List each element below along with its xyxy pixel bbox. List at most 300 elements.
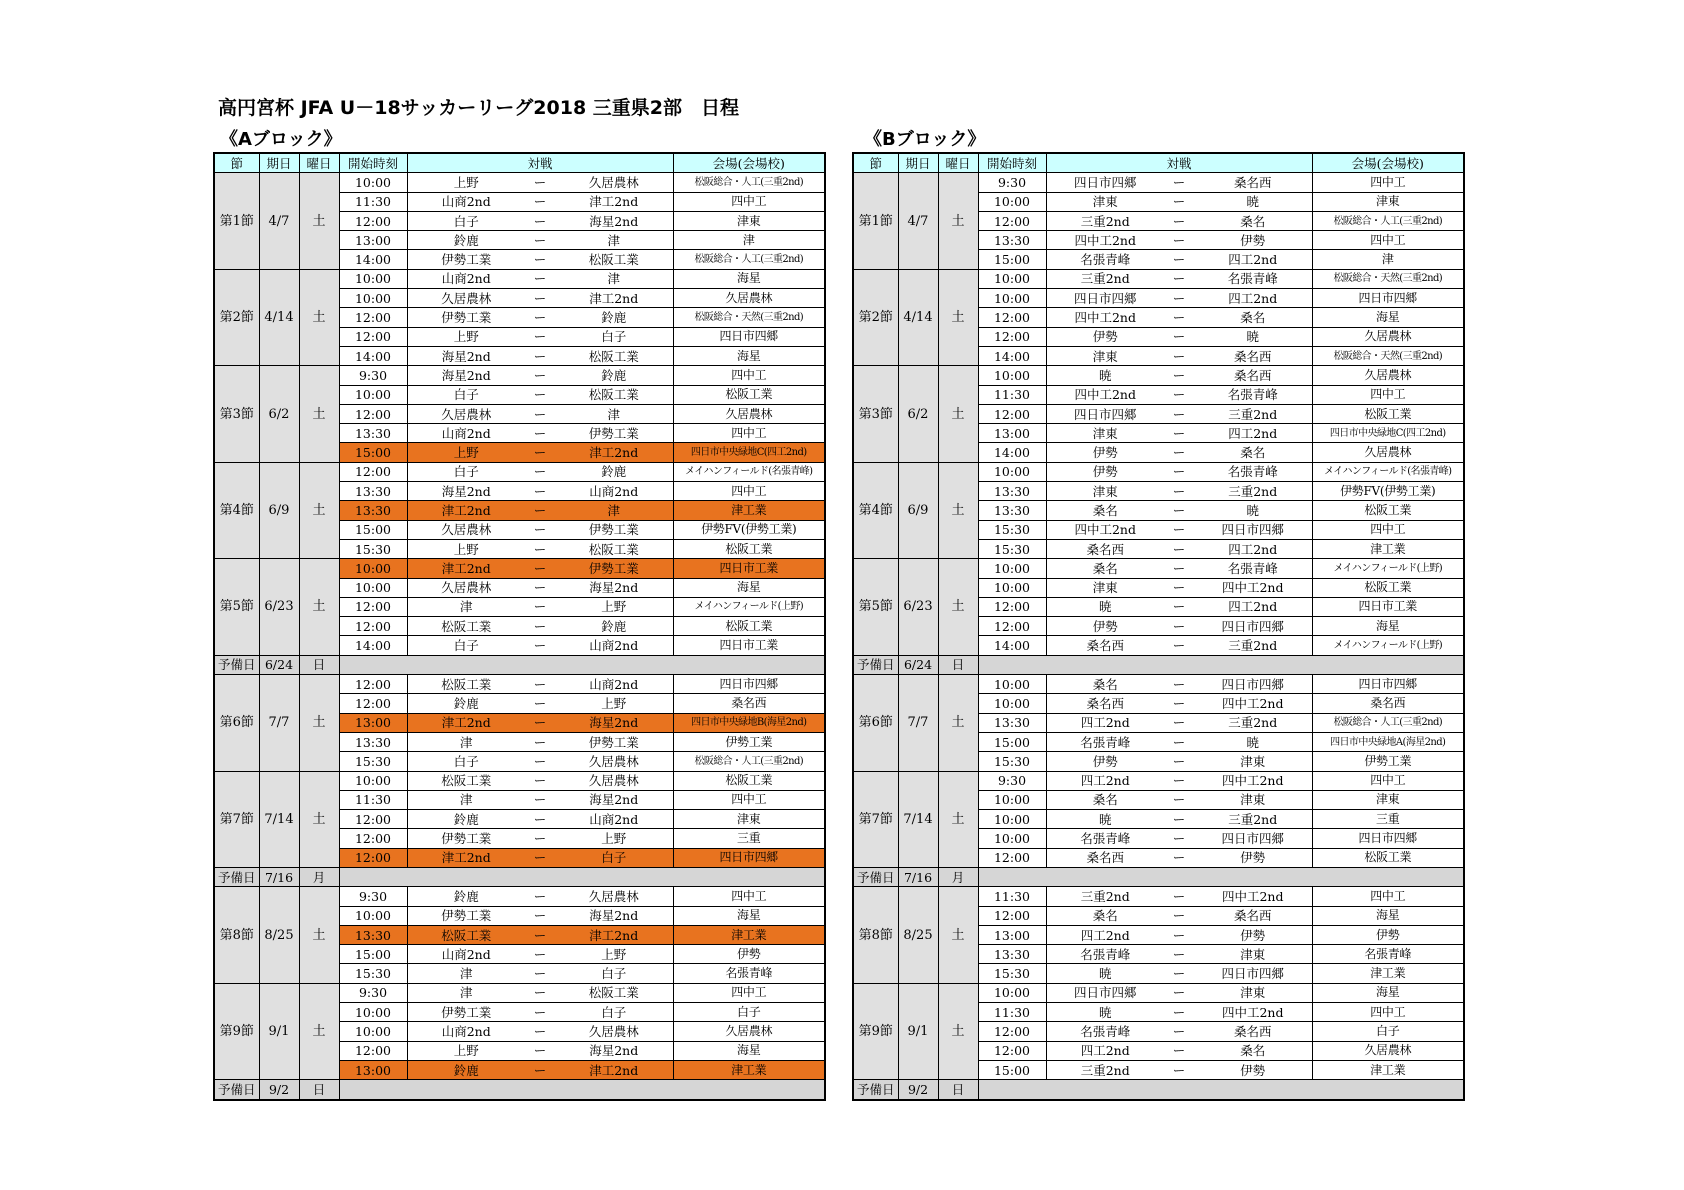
kickoff-time: 10:00 — [978, 462, 1046, 481]
venue: 四中工 — [673, 366, 825, 385]
round-date: 8/25 — [259, 887, 299, 983]
reserve-day-fill — [978, 655, 1464, 674]
kickoff-time: 12:00 — [339, 211, 407, 230]
away-team: 津東 — [1194, 790, 1312, 809]
reserve-day-date: 9/2 — [259, 1080, 299, 1100]
versus-dash: ー — [525, 983, 555, 1002]
reserve-day-fill — [978, 1080, 1464, 1100]
kickoff-time: 15:30 — [978, 964, 1046, 983]
reserve-day-label: 予備日 — [214, 1080, 259, 1100]
venue: 海星 — [673, 906, 825, 925]
kickoff-time: 12:00 — [339, 617, 407, 636]
kickoff-time: 12:00 — [978, 308, 1046, 327]
versus-dash: ー — [525, 675, 555, 694]
block-a-schedule-table — [213, 152, 826, 1101]
round-date: 7/7 — [259, 675, 299, 771]
match-row — [214, 983, 825, 1002]
venue: 四日市四郷 — [1312, 829, 1464, 848]
away-team: 鈴鹿 — [555, 462, 673, 481]
venue: 四中工 — [1312, 520, 1464, 539]
versus-dash: ー — [525, 211, 555, 230]
away-team: 桑名 — [1194, 308, 1312, 327]
round-weekday: 土 — [299, 269, 339, 365]
versus-dash: ー — [1164, 520, 1194, 539]
versus-dash: ー — [1164, 385, 1194, 404]
away-team: 白子 — [555, 964, 673, 983]
round-date: 6/9 — [898, 462, 938, 558]
venue: 海星 — [1312, 906, 1464, 925]
away-team: 桑名西 — [1194, 173, 1312, 192]
venue: 白子 — [673, 1003, 825, 1022]
home-team: 桑名 — [1046, 559, 1164, 578]
home-team: 暁 — [1046, 1003, 1164, 1022]
kickoff-time: 10:00 — [978, 694, 1046, 713]
venue: 四中工 — [1312, 231, 1464, 250]
page-title: 高円宮杯 JFA U－18サッカーリーグ2018 三重県2部 日程 — [218, 97, 740, 119]
home-team: 海星2nd — [407, 482, 525, 501]
versus-dash: ー — [525, 482, 555, 501]
venue: 四中工 — [1312, 173, 1464, 192]
kickoff-time: 15:00 — [339, 945, 407, 964]
home-team: 山商2nd — [407, 1022, 525, 1041]
match-row — [853, 771, 1464, 790]
kickoff-time: 12:00 — [339, 848, 407, 867]
kickoff-time: 12:00 — [339, 308, 407, 327]
reserve-day-fill — [339, 1080, 825, 1100]
versus-dash: ー — [1164, 173, 1194, 192]
kickoff-time: 9:30 — [339, 887, 407, 906]
away-team: 四日市四郷 — [1194, 829, 1312, 848]
round-weekday: 土 — [938, 983, 978, 1079]
venue: 津工業 — [1312, 964, 1464, 983]
venue: 松阪工業 — [673, 539, 825, 558]
home-team: 四日市四郷 — [1046, 289, 1164, 308]
versus-dash: ー — [525, 404, 555, 423]
away-team: 山商2nd — [555, 636, 673, 655]
match-row — [853, 675, 1464, 694]
away-team: 山商2nd — [555, 675, 673, 694]
home-team: 桑名西 — [1046, 539, 1164, 558]
versus-dash: ー — [525, 1060, 555, 1079]
away-team: 名張青峰 — [1194, 385, 1312, 404]
venue: 四中工 — [673, 482, 825, 501]
kickoff-time: 10:00 — [339, 906, 407, 925]
venue: 伊勢 — [1312, 925, 1464, 944]
away-team: 暁 — [1194, 732, 1312, 751]
home-team: 津東 — [1046, 424, 1164, 443]
round-date: 7/14 — [259, 771, 299, 867]
away-team: 上野 — [555, 694, 673, 713]
round-weekday: 土 — [299, 173, 339, 269]
home-team: 久居農林 — [407, 289, 525, 308]
versus-dash: ー — [525, 771, 555, 790]
away-team: 久居農林 — [555, 1022, 673, 1041]
round-date: 6/9 — [259, 462, 299, 558]
round-weekday: 土 — [938, 462, 978, 558]
versus-dash: ー — [525, 424, 555, 443]
match-row — [214, 269, 825, 288]
away-team: 津工2nd — [555, 192, 673, 211]
home-team: 桑名 — [1046, 501, 1164, 520]
header-time: 開始時刻 — [339, 153, 407, 173]
reserve-day-weekday: 月 — [299, 867, 339, 886]
versus-dash: ー — [525, 829, 555, 848]
round-name: 第1節 — [853, 173, 898, 269]
venue: 海星 — [1312, 617, 1464, 636]
versus-dash: ー — [525, 462, 555, 481]
venue: 津東 — [1312, 192, 1464, 211]
venue: 三重 — [1312, 810, 1464, 829]
venue: 海星 — [673, 269, 825, 288]
versus-dash: ー — [1164, 250, 1194, 269]
home-team: 暁 — [1046, 366, 1164, 385]
venue: 四中工 — [1312, 771, 1464, 790]
versus-dash: ー — [525, 520, 555, 539]
venue: 久居農林 — [1312, 1041, 1464, 1060]
kickoff-time: 14:00 — [339, 346, 407, 365]
away-team: 四日市四郷 — [1194, 675, 1312, 694]
round-name: 第8節 — [853, 887, 898, 983]
reserve-day-row — [214, 1080, 825, 1100]
away-team: 海星2nd — [555, 790, 673, 809]
away-team: 上野 — [555, 829, 673, 848]
venue: 松阪総合・人工(三重2nd) — [673, 752, 825, 771]
header-match: 対戦 — [407, 153, 673, 173]
reserve-day-fill — [978, 867, 1464, 886]
away-team: 四工2nd — [1194, 539, 1312, 558]
round-date: 6/2 — [259, 366, 299, 462]
reserve-day-label: 予備日 — [853, 655, 898, 674]
round-date: 9/1 — [259, 983, 299, 1079]
kickoff-time: 14:00 — [978, 443, 1046, 462]
away-team: 津 — [555, 404, 673, 423]
versus-dash: ー — [1164, 462, 1194, 481]
away-team: 三重2nd — [1194, 482, 1312, 501]
away-team: 桑名 — [1194, 443, 1312, 462]
away-team: 四日市四郷 — [1194, 964, 1312, 983]
home-team: 三重2nd — [1046, 887, 1164, 906]
round-date: 7/7 — [898, 675, 938, 771]
away-team: 伊勢工業 — [555, 732, 673, 751]
venue: 久居農林 — [673, 1022, 825, 1041]
versus-dash: ー — [1164, 289, 1194, 308]
round-weekday: 土 — [938, 559, 978, 655]
kickoff-time: 10:00 — [978, 192, 1046, 211]
versus-dash: ー — [1164, 211, 1194, 230]
round-name: 第5節 — [214, 559, 259, 655]
home-team: 鈴鹿 — [407, 694, 525, 713]
home-team: 四工2nd — [1046, 1041, 1164, 1060]
away-team: 山商2nd — [555, 810, 673, 829]
round-name: 第5節 — [853, 559, 898, 655]
versus-dash: ー — [525, 366, 555, 385]
home-team: 白子 — [407, 211, 525, 230]
home-team: 山商2nd — [407, 269, 525, 288]
venue: 四中工 — [1312, 385, 1464, 404]
versus-dash: ー — [1164, 1060, 1194, 1079]
match-row — [214, 366, 825, 385]
home-team: 鈴鹿 — [407, 887, 525, 906]
round-date: 6/2 — [898, 366, 938, 462]
versus-dash: ー — [525, 636, 555, 655]
versus-dash: ー — [525, 308, 555, 327]
round-name: 第3節 — [853, 366, 898, 462]
versus-dash: ー — [525, 597, 555, 616]
round-date: 7/14 — [898, 771, 938, 867]
match-row — [853, 887, 1464, 906]
away-team: 四中工2nd — [1194, 694, 1312, 713]
kickoff-time: 15:30 — [978, 752, 1046, 771]
versus-dash: ー — [1164, 945, 1194, 964]
versus-dash: ー — [525, 578, 555, 597]
match-row — [214, 887, 825, 906]
away-team: 四日市四郷 — [1194, 617, 1312, 636]
versus-dash: ー — [525, 250, 555, 269]
versus-dash: ー — [1164, 1003, 1194, 1022]
away-team: 伊勢 — [1194, 848, 1312, 867]
home-team: 津 — [407, 983, 525, 1002]
round-weekday: 土 — [299, 983, 339, 1079]
home-team: 暁 — [1046, 810, 1164, 829]
versus-dash: ー — [525, 732, 555, 751]
kickoff-time: 13:30 — [978, 945, 1046, 964]
away-team: 名張青峰 — [1194, 269, 1312, 288]
venue: 松阪工業 — [1312, 848, 1464, 867]
kickoff-time: 12:00 — [978, 1041, 1046, 1060]
home-team: 鈴鹿 — [407, 1060, 525, 1079]
round-name: 第3節 — [214, 366, 259, 462]
versus-dash: ー — [1164, 829, 1194, 848]
home-team: 白子 — [407, 385, 525, 404]
away-team: 海星2nd — [555, 906, 673, 925]
away-team: 海星2nd — [555, 713, 673, 732]
kickoff-time: 12:00 — [978, 906, 1046, 925]
venue: 四日市中央緑地C(四工2nd) — [673, 443, 825, 462]
versus-dash: ー — [1164, 269, 1194, 288]
away-team: 津東 — [1194, 983, 1312, 1002]
reserve-day-label: 予備日 — [214, 867, 259, 886]
reserve-day-date: 6/24 — [898, 655, 938, 674]
venue: 松阪工業 — [1312, 501, 1464, 520]
away-team: 桑名西 — [1194, 1022, 1312, 1041]
round-name: 第7節 — [214, 771, 259, 867]
home-team: 桑名西 — [1046, 636, 1164, 655]
kickoff-time: 12:00 — [978, 617, 1046, 636]
kickoff-time: 12:00 — [978, 848, 1046, 867]
versus-dash: ー — [525, 1041, 555, 1060]
reserve-day-row — [853, 1080, 1464, 1100]
reserve-day-weekday: 日 — [938, 1080, 978, 1100]
away-team: 津 — [555, 269, 673, 288]
venue: 四中工 — [1312, 887, 1464, 906]
away-team: 久居農林 — [555, 173, 673, 192]
venue: 津工業 — [1312, 1060, 1464, 1079]
home-team: 四中工2nd — [1046, 520, 1164, 539]
round-name: 第9節 — [853, 983, 898, 1079]
home-team: 海星2nd — [407, 346, 525, 365]
kickoff-time: 11:30 — [339, 192, 407, 211]
away-team: 久居農林 — [555, 771, 673, 790]
away-team: 暁 — [1194, 501, 1312, 520]
venue: 四中工 — [673, 983, 825, 1002]
home-team: 上野 — [407, 443, 525, 462]
home-team: 伊勢 — [1046, 462, 1164, 481]
venue: 伊勢FV(伊勢工業) — [1312, 482, 1464, 501]
versus-dash: ー — [1164, 732, 1194, 751]
kickoff-time: 15:30 — [339, 752, 407, 771]
versus-dash: ー — [525, 231, 555, 250]
kickoff-time: 14:00 — [978, 636, 1046, 655]
versus-dash: ー — [525, 790, 555, 809]
versus-dash: ー — [1164, 443, 1194, 462]
versus-dash: ー — [525, 385, 555, 404]
away-team: 津工2nd — [555, 1060, 673, 1079]
away-team: 鈴鹿 — [555, 308, 673, 327]
home-team: 山商2nd — [407, 945, 525, 964]
venue: 久居農林 — [673, 289, 825, 308]
home-team: 四中工2nd — [1046, 385, 1164, 404]
away-team: 津東 — [1194, 945, 1312, 964]
away-team: 津 — [555, 231, 673, 250]
kickoff-time: 10:00 — [978, 675, 1046, 694]
away-team: 四工2nd — [1194, 424, 1312, 443]
kickoff-time: 15:00 — [978, 250, 1046, 269]
header-day: 曜日 — [299, 153, 339, 173]
away-team: 松阪工業 — [555, 539, 673, 558]
round-name: 第2節 — [853, 269, 898, 365]
round-name: 第7節 — [853, 771, 898, 867]
away-team: 海星2nd — [555, 211, 673, 230]
venue: 四中工 — [673, 424, 825, 443]
round-name: 第9節 — [214, 983, 259, 1079]
kickoff-time: 10:00 — [339, 771, 407, 790]
versus-dash: ー — [1164, 404, 1194, 423]
away-team: 白子 — [555, 848, 673, 867]
round-date: 4/14 — [259, 269, 299, 365]
away-team: 四日市四郷 — [1194, 520, 1312, 539]
venue: 四日市工業 — [673, 559, 825, 578]
block-b-label: 《Bブロック》 — [864, 129, 986, 150]
home-team: 津工2nd — [407, 501, 525, 520]
venue: 四中工 — [1312, 1003, 1464, 1022]
away-team: 伊勢工業 — [555, 520, 673, 539]
away-team: 四中工2nd — [1194, 887, 1312, 906]
round-weekday: 土 — [299, 366, 339, 462]
away-team: 津東 — [1194, 752, 1312, 771]
away-team: 桑名西 — [1194, 366, 1312, 385]
kickoff-time: 10:00 — [339, 559, 407, 578]
versus-dash: ー — [525, 906, 555, 925]
versus-dash: ー — [1164, 327, 1194, 346]
away-team: 三重2nd — [1194, 713, 1312, 732]
kickoff-time: 13:00 — [978, 424, 1046, 443]
home-team: 伊勢工業 — [407, 906, 525, 925]
versus-dash: ー — [1164, 308, 1194, 327]
match-row — [853, 462, 1464, 481]
round-weekday: 土 — [299, 771, 339, 867]
round-weekday: 土 — [938, 771, 978, 867]
versus-dash: ー — [525, 539, 555, 558]
venue: メイハンフィールド(上野) — [1312, 636, 1464, 655]
header-setsu: 節 — [214, 153, 259, 173]
venue: 津 — [1312, 250, 1464, 269]
venue: 桑名西 — [673, 694, 825, 713]
venue: 伊勢工業 — [673, 732, 825, 751]
venue: 松阪工業 — [1312, 578, 1464, 597]
versus-dash: ー — [525, 810, 555, 829]
home-team: 海星2nd — [407, 366, 525, 385]
home-team: 四日市四郷 — [1046, 983, 1164, 1002]
kickoff-time: 10:00 — [339, 578, 407, 597]
home-team: 桑名西 — [1046, 848, 1164, 867]
match-row — [853, 559, 1464, 578]
kickoff-time: 13:00 — [339, 1060, 407, 1079]
round-date: 9/1 — [898, 983, 938, 1079]
round-name: 第4節 — [853, 462, 898, 558]
reserve-day-weekday: 日 — [299, 1080, 339, 1100]
home-team: 伊勢工業 — [407, 308, 525, 327]
round-weekday: 土 — [938, 366, 978, 462]
home-team: 津 — [407, 964, 525, 983]
reserve-day-row — [853, 655, 1464, 674]
kickoff-time: 13:30 — [978, 501, 1046, 520]
home-team: 久居農林 — [407, 404, 525, 423]
home-team: 津東 — [1046, 482, 1164, 501]
home-team: 鈴鹿 — [407, 810, 525, 829]
round-name: 第4節 — [214, 462, 259, 558]
versus-dash: ー — [525, 269, 555, 288]
header-time: 開始時刻 — [978, 153, 1046, 173]
kickoff-time: 13:30 — [339, 501, 407, 520]
kickoff-time: 13:30 — [978, 482, 1046, 501]
home-team: 名張青峰 — [1046, 829, 1164, 848]
versus-dash: ー — [1164, 636, 1194, 655]
venue: 松阪総合・天然(三重2nd) — [673, 308, 825, 327]
venue: 四日市中央緑地A(海星2nd) — [1312, 732, 1464, 751]
home-team: 三重2nd — [1046, 1060, 1164, 1079]
home-team: 津工2nd — [407, 559, 525, 578]
home-team: 伊勢 — [1046, 443, 1164, 462]
kickoff-time: 10:00 — [978, 578, 1046, 597]
kickoff-time: 10:00 — [978, 829, 1046, 848]
home-team: 名張青峰 — [1046, 250, 1164, 269]
venue: 津東 — [673, 810, 825, 829]
versus-dash: ー — [1164, 887, 1194, 906]
kickoff-time: 12:00 — [339, 327, 407, 346]
kickoff-time: 12:00 — [978, 404, 1046, 423]
venue: 津東 — [1312, 790, 1464, 809]
header-row — [214, 153, 825, 173]
venue: 松阪工業 — [1312, 404, 1464, 423]
versus-dash: ー — [525, 945, 555, 964]
away-team: 伊勢工業 — [555, 559, 673, 578]
away-team: 津 — [555, 501, 673, 520]
kickoff-time: 13:00 — [339, 231, 407, 250]
venue: 三重 — [673, 829, 825, 848]
versus-dash: ー — [1164, 231, 1194, 250]
away-team: 桑名 — [1194, 211, 1312, 230]
reserve-day-fill — [339, 867, 825, 886]
header-day: 曜日 — [938, 153, 978, 173]
away-team: 伊勢 — [1194, 925, 1312, 944]
match-row — [214, 462, 825, 481]
venue: メイハンフィールド(上野) — [673, 597, 825, 616]
kickoff-time: 12:00 — [339, 810, 407, 829]
reserve-day-label: 予備日 — [214, 655, 259, 674]
round-date: 4/7 — [898, 173, 938, 269]
away-team: 津工2nd — [555, 925, 673, 944]
venue: 松阪工業 — [673, 617, 825, 636]
